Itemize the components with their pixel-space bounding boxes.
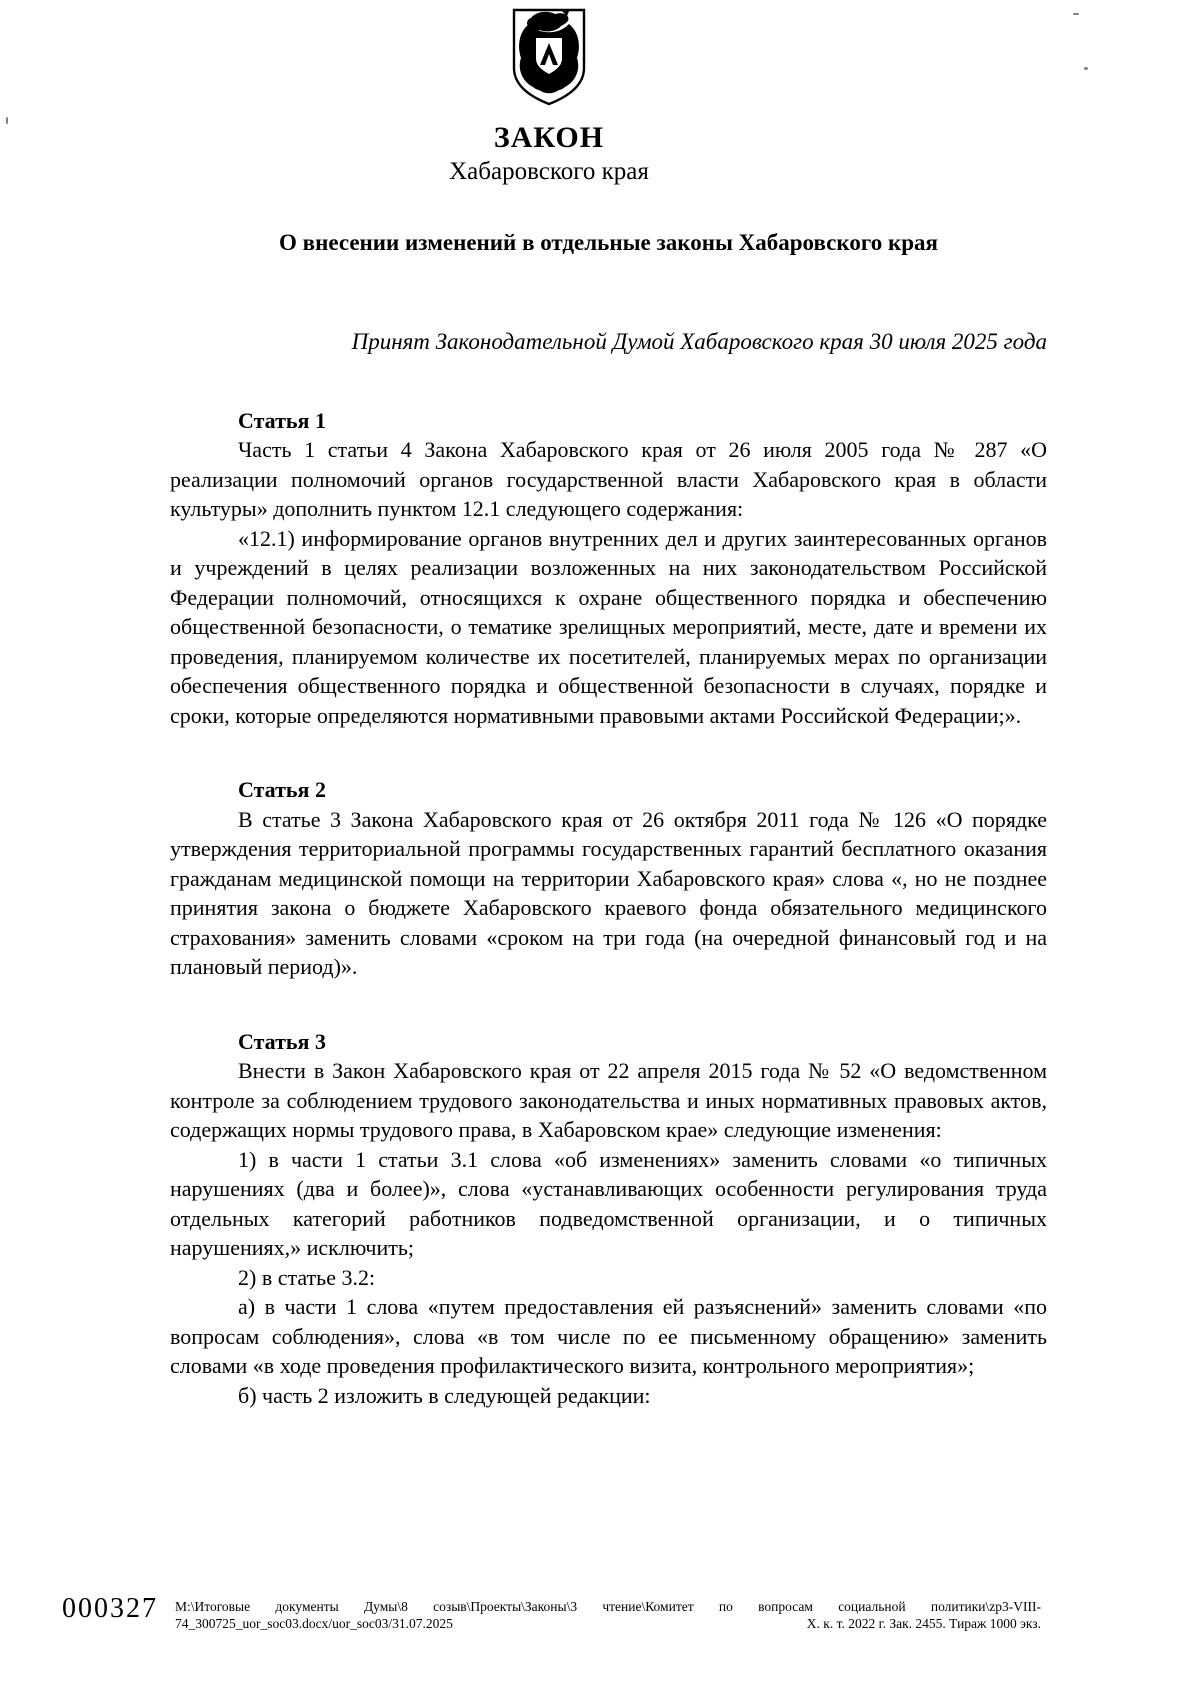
document-header — [169, 8, 929, 186]
article-heading: Статья 1 — [238, 407, 326, 433]
article-paragraph: б) часть 2 изложить в следующей редакции: — [238, 1382, 651, 1408]
document-title: О внесении изменений в отдельные законы Хабаровского края — [279, 230, 938, 255]
article-paragraph: 1) в части 1 статьи 3.1 слова «об изменениях» заменить словами «о типичных нарушениях (два и более)», слова «устанавливающих особенности регулирования труда отдельных категорий работников подведомственной организации, и о типичных нарушениях,» исключить; — [170, 1146, 1047, 1260]
article-paragraph: В статье 3 Закона Хабаровского края от 26 октября 2011 года № 126 «О порядке утверждения территориальной программы государственных гарантий бесплатного оказания гражданам медицинской помощи на территории Хабаровского края» слова «, но не позднее принятия закона о бюджете Хабаровского краевого фонда обязательного медицинского страхования» заменить словами «сроком на три года (на очередной финансовый год и на плановый период)». — [170, 806, 1047, 979]
scan-artifact — [1084, 67, 1088, 70]
article-heading: Статья 3 — [238, 1028, 326, 1054]
scan-artifact — [6, 117, 8, 124]
document-body — [170, 228, 1047, 1410]
article-paragraph: 2) в статье 3.2: — [238, 1264, 376, 1290]
khabarovsk-krai-coat-of-arms-icon — [507, 8, 591, 106]
article-3 — [170, 1027, 1047, 1411]
file-path-line-1: М:\Итоговые документы Думы\8 созыв\Проекты\Законы\3 чтение\Комитет по вопросам социальной политики\zp3-VIII- — [175, 1599, 1041, 1614]
article-1 — [170, 406, 1047, 731]
footer-file-info — [175, 1598, 1041, 1632]
document-region-label: Хабаровского края — [449, 158, 649, 185]
print-run-info: Х. к. т. 2022 г. Зак. 2455. Тираж 1000 экз. — [806, 1616, 1041, 1631]
article-paragraph: Внести в Закон Хабаровского края от 22 апреля 2015 года № 52 «О ведомственном контроле за соблюдением трудового законодательства и иных нормативных правовых актов, содержащих нормы трудового права, в Хабаровском крае» следующие изменения: — [170, 1058, 1047, 1142]
article-paragraph: а) в части 1 слова «путем предоставления ей разъяснений» заменить словами «по вопросам соблюдения», слова «в том числе по ее письменному обращению» заменить словами «в ходе проведения профилактического визита, контрольного мероприятия»; — [170, 1294, 1047, 1378]
document-number: 000327 — [62, 1593, 158, 1624]
adoption-line: Принят Законодательной Думой Хабаровского края 30 июля 2025 года — [351, 329, 1047, 354]
scan-artifact — [1073, 13, 1079, 15]
file-path-line-2: 74_300725_uor_soc03.docx/uor_soc03/31.07.2025 — [175, 1616, 453, 1631]
document-type-label: ЗАКОН — [493, 121, 605, 154]
article-paragraph: Часть 1 статьи 4 Закона Хабаровского края от 26 июля 2005 года № 287 «О реализации полномочий органов государственной власти Хабаровского края в области культуры» дополнить пунктом 12.1 следующего содержания: — [170, 437, 1047, 521]
article-heading: Статья 2 — [238, 777, 326, 802]
article-paragraph: «12.1) информирование органов внутренних дел и других заинтересованных органов и учреждений в целях реализации возложенных на них законодательством Российской Федерации полномочий, относящихся к охране общественного порядка и обеспечению общественной безопасности, о тематике зрелищных мероприятий, месте, дате и времени их проведения, планируемом количестве их посетителей, планируемых мерах по организации обеспечения общественного порядка и общественной безопасности в случаях, порядке и сроки, которые определяются нормативными правовыми актами Российской Федерации;». — [170, 525, 1047, 728]
article-2 — [170, 775, 1047, 982]
